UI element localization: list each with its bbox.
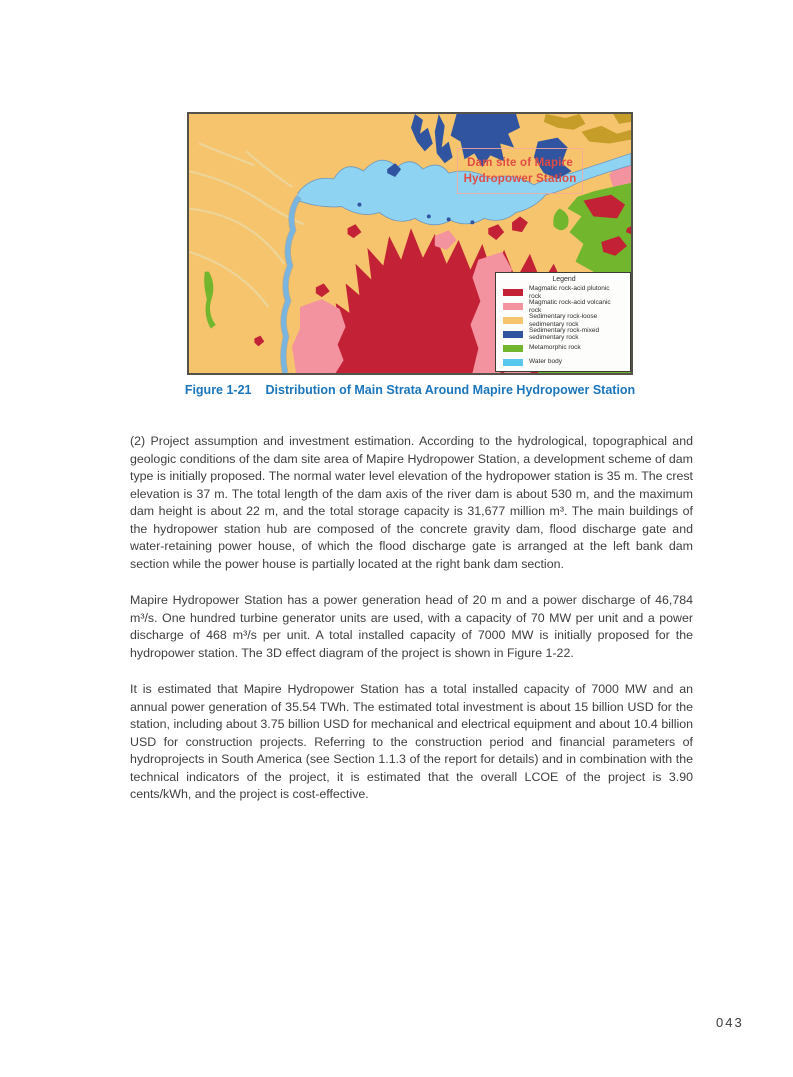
body-text: [130, 433, 693, 823]
legend-swatch: [503, 317, 523, 324]
paragraph-project-assumption: (2) Project assumption and investment estimation. According to the hydrological, topographical and geologic conditions of the dam site area of Mapire Hydropower Station, a development scheme of dam type is initially proposed. The normal water level elevation of the hydropower station is 35 m. The crest elevation is 37 m. The total length of the dam axis of the river dam is about 530 m, and the maximum dam height is about 22 m, and the total storage capacity is 31,677 million m³. The main buildings of the hydropower station hub are composed of the concrete gravity dam, flood discharge gate and water-retaining power house, of which the flood discharge gate is arranged at the left bank dam section while the power house is partially located at the right bank dam section.: [130, 434, 693, 571]
strata-map: [187, 112, 633, 375]
legend-item: [503, 341, 625, 355]
dam-site-label-line1: Dam site of Mapire: [467, 156, 573, 169]
legend-swatch: [503, 345, 523, 352]
legend-swatch: [503, 289, 523, 296]
page-number: 043: [716, 1015, 744, 1030]
legend-swatch: [503, 331, 523, 338]
legend-label: Metamorphic rock: [529, 344, 581, 352]
legend-item: [503, 355, 625, 369]
figure-caption: [143, 383, 677, 397]
legend-label: Magmatic rock-acid volcanic rock: [529, 299, 611, 314]
legend-label: Magmatic rock-acid plutonic rock: [529, 285, 610, 300]
dam-site-label: [457, 148, 583, 194]
figure-caption-label: Figure 1-21: [184, 383, 252, 397]
paragraph-investment-estimation: It is estimated that Mapire Hydropower Station has a total installed capacity of 7000 MW and an annual power generation of 35.54 TWh. The estimated total investment is about 15 billion USD for the station, including about 3.75 billion USD for mechanical and electrical equipment and about 10.4 billion USD for construction projects. Referring to the construction period and financial parameters of hydroprojects in South America (see Section 1.1.3 of the report for details) and in combination with the technical indicators of the project, it is estimated that the overall LCOE of the project is 3.90 cents/kWh, and the project is cost-effective.: [130, 682, 693, 801]
legend-label: Sedimentary rock-mixed sedimentary rock: [529, 326, 600, 342]
legend-item: [503, 327, 625, 341]
legend-item: [503, 286, 625, 300]
legend-item: [503, 300, 625, 314]
legend-label: Water body: [529, 358, 562, 366]
legend-swatch: [503, 359, 523, 366]
legend-item: [503, 314, 625, 328]
map-legend: [495, 272, 631, 372]
legend-label: Sedimentary rock-loose sedimentary rock: [529, 312, 598, 328]
legend-title: Legend: [552, 276, 576, 283]
legend-swatch: [503, 303, 523, 310]
paragraph-generation-parameters: Mapire Hydropower Station has a power generation head of 20 m and a power discharge of 46,784 m³/s. One hundred turbine generator units are used, with a capacity of 70 MW per unit and a power discharge of 468 m³/s per unit. A total installed capacity of 7000 MW is initially proposed for the hydropower station. The 3D effect diagram of the project is shown in Figure 1-22.: [130, 593, 693, 660]
figure-caption-text: Distribution of Main Strata Around Mapire Hydropower Station: [265, 383, 636, 397]
dam-site-label-line2: Hydropower Station: [463, 173, 577, 185]
